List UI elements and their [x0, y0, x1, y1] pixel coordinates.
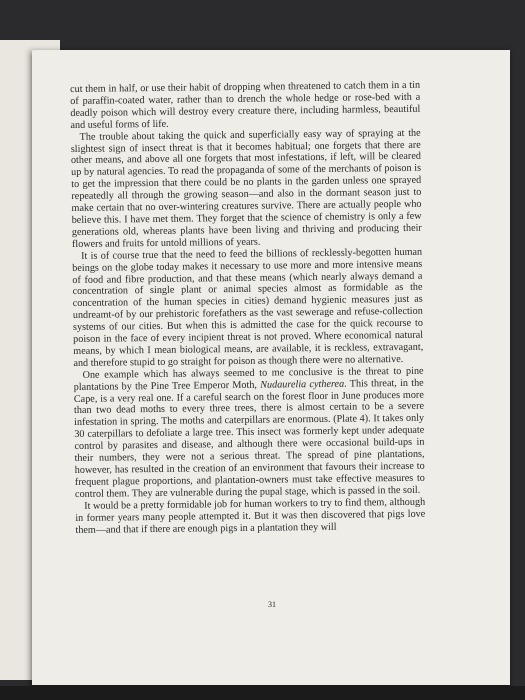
paragraph [73, 365, 425, 500]
page-number: 31 [268, 600, 276, 609]
paragraph: The trouble about taking the quick and superficially easy way of spraying at the slightest sign of insect threat is that it becomes habitual; one forgets that there are other means, and above all one forgets that most infestations, if left, will be cleared up by natural agencies. To read the propaganda of some of the merchants of poison is to get the impression that there could be no plants in the garden unless one sprayed repeatedly all through the growing season—and also in the dormant season just to make certain that no over-wintering creatures survive. There are actually people who believe this. I have met them. They forget that the science of chemistry is only a few generations old, whereas plants have been living and thriving and producing their flowers and fruits for untold millions of years. [70, 127, 422, 250]
paragraph-text: One example which has always seemed to me conclusive is the threat to pine plantations by the Pine Tree Emperor Moth, [73, 365, 424, 393]
paragraph: It would be a pretty formidable job for human workers to try to find them, although in former years many people attempted it. But it was then discovered that pigs love them—and that if there are enough pigs in a plantation they will [75, 496, 426, 536]
paragraph: cut them in half, or use their habit of dropping when threatened to catch them in a tin of paraffin-coated water, rather than to drench the whole hedge or rose-bed with a deadly poison which will destroy every creature there, including harmless, beautiful and useful forms of life. [70, 79, 421, 131]
paragraph-text: . This threat, in the Cape, is a very real one. If a careful search on the forest floor in June produces more than two dead moths to every three trees, there is almost certain to be a severe infestation in spring. The moths and caterpillars are enormous. (Plate 4). It takes only 30 caterpillars to defoliate a large tree. This insect was formerly kept under adequate control by parasites and disease, and although there were occasional build-ups in their numbers, they were not a serious threat. The spread of pine plantations, however, has resulted in the creation of an environment that favours their increase to frequent plague proportions, and plantation-owners must take effective measures to control them. They are vulnerable during the pupal stage, which is passed in the soil. [73, 377, 425, 500]
table-surface [0, 686, 525, 700]
paragraph: It is of course true that the need to feed the billions of recklessly-begotten human beings on the globe today makes it necessary to use more and more intensive means of food and fibre production, and that these means (which nearly always demand a concentration of single plant or animal species almost as formidable as the concentration of the human species in cities) demand hygienic measures just as undreamt-of by our prehistoric forefathers as the vast sewerage and refuse-collection systems of our cities. But when this is admitted the case for the quick recourse to poison in the face of every incipient threat is not proved. Where economical natural means, by which I mean biological means, are available, it is reckless, extravagant, and therefore stupid to go straight for poison as though there were no alternative. [72, 246, 424, 369]
body-text [70, 80, 426, 537]
species-name: Nudaurelia cytherea [260, 378, 345, 391]
